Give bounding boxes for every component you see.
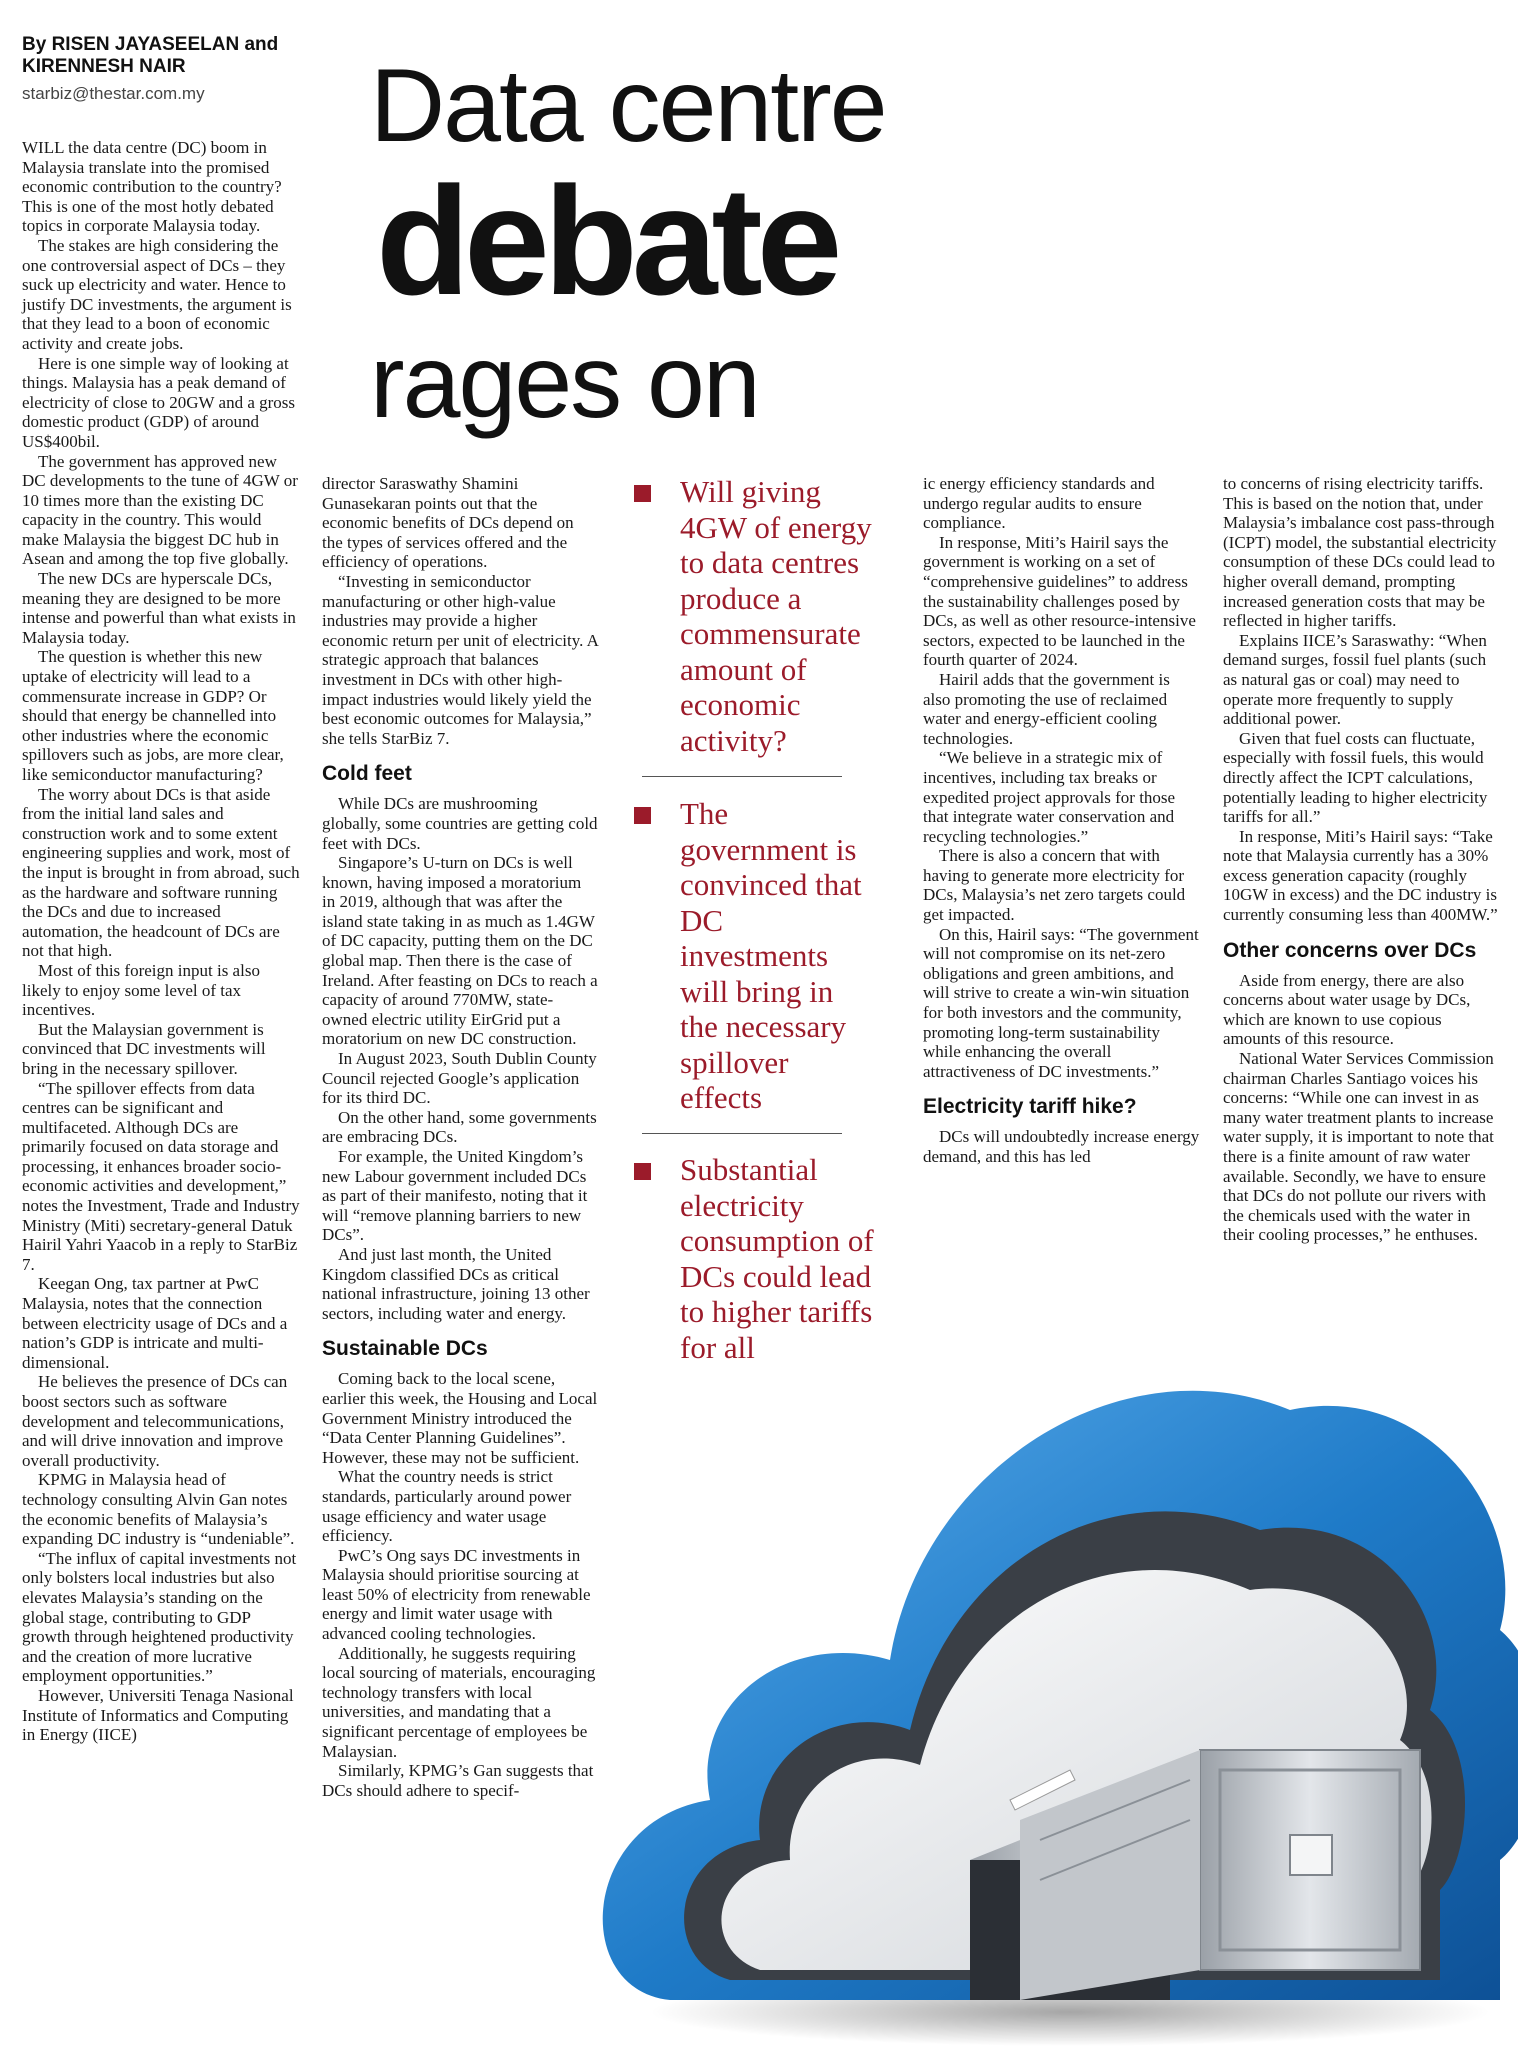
pull-quote-text: The government is convinced that DC investments will bring in the necessary spillover effects [680, 796, 862, 1115]
paragraph: “The influx of capital investments not only bolsters local industries but also elevates Malaysia’s standing on the global stage, contributing to GDP growth through heightened productivity and the creation of more lucrative employment opportunities.” [22, 1548, 297, 1686]
paragraph: On the other hand, some governments are embracing DCs. [322, 1107, 597, 1147]
article-column-4 [923, 474, 1201, 1167]
paragraph: But the Malaysian government is convinced that DC investments will bring in the necessary spillover. [22, 1019, 266, 1078]
paragraph: There is also a concern that with having to generate more electricity for DCs, Malaysia’s net zero targets could get impacted. [923, 846, 1186, 925]
paragraph: director Saraswathy Shamini Gunasekaran points out that the economic benefits of DCs depend on the types of services offered and the efficiency of operations. [322, 474, 574, 572]
byline [22, 34, 322, 78]
subheading-other-concerns: Other concerns over DCs [1223, 938, 1477, 962]
paragraph: The stakes are high considering the one controversial aspect of DCs – they suck up electricity and water. Hence to justify DC investments, the argument is that they lead to a boon of economic activity and create jobs. [22, 235, 292, 353]
paragraph: What the country needs is strict standards, particularly around power usage efficiency and water usage efficiency. [322, 1467, 572, 1546]
paragraph: For example, the United Kingdom’s new Labour government included DCs as part of their manifesto, noting that it will “remove planning barriers to new DCs”. [322, 1147, 588, 1245]
subheading-cold-feet: Cold feet [322, 762, 412, 786]
subheading-sustainable-dcs: Sustainable DCs [322, 1337, 488, 1361]
article-column-2 [322, 474, 598, 1800]
paragraph: Most of this foreign input is also likely to enjoy some level of tax incentives. [22, 960, 260, 1020]
paragraph: ic energy efficiency standards and undergo regular audits to ensure compliance. [923, 474, 1155, 533]
paragraph: KPMG in Malaysia head of technology consulting Alvin Gan notes the economic benefits of Malaysia’s expanding DC industry is “undeniable”. [22, 1470, 295, 1549]
divider [642, 776, 842, 777]
paragraph: “Investing in semiconductor manufacturing or other high-value industries may provide a higher economic return per unit of electricity. A strategic approach that balances investment in DCs with other high-impact industries would likely yield the best economic outcomes for Malaysia,” she tells StarBiz 7. [322, 571, 598, 748]
paragraph: Coming back to the local scene, earlier this week, the Housing and Local Government Ministry introduced the “Data Center Planning Guidelines”. However, these may not be sufficient. [322, 1369, 598, 1467]
byline-authors-line2: KIRENNESH NAIR [22, 56, 186, 77]
square-bullet-icon [634, 807, 651, 824]
paragraph: PwC’s Ong says DC investments in Malaysia should prioritise sourcing at least 50% of electricity from renewable energy and limit water usage with advanced cooling technologies. [322, 1545, 591, 1644]
headline-line1: Data centre [370, 48, 886, 164]
paragraph: Singapore’s U-turn on DCs is well known, having imposed a moratorium in 2019, although that was after the island state taking in as much as 1.4GW of DC capacity, putting them on the DC global map. Then there is the case of Ireland. After feasting on DCs to reach a capacity of around 770MW, state-owned electric utility EirGrid put a moratorium on new DC construction. [322, 853, 598, 1049]
subheading-electricity-tariff: Electricity tariff hike? [923, 1095, 1137, 1119]
pull-quote [642, 796, 874, 1116]
byline-authors-line1: By RISEN JAYASEELAN and [22, 34, 279, 55]
paragraph: And just last month, the United Kingdom classified DCs as critical national infrastructure, joining 13 other sectors, including water and energy. [322, 1244, 590, 1323]
paragraph: Keegan Ong, tax partner at PwC Malaysia, notes that the connection between electricity usage of DCs and a nation’s GDP is intricate and multi-dimensional. [22, 1274, 288, 1372]
paragraph: Explains IICE’s Saraswathy: “When demand surges, fossil fuel plants (such as natural gas or coal) may need to operate more frequently to supply additional power. [1223, 630, 1487, 729]
paragraph: He believes the presence of DCs can boost sectors such as software development and telecommunications, and will drive innovation and improve overall productivity. [22, 1372, 288, 1470]
paragraph: “The spillover effects from data centres can be significant and multifaceted. Although DCs are primarily focused on data storage and processing, it enhances broader socio-economic activities and development,” notes the Investment, Trade and Industry Ministry (Miti) secretary-general Datuk Hairil Yahri Yaacob in a reply to StarBiz 7. [22, 1078, 300, 1274]
paragraph: to concerns of rising electricity tariffs. This is based on the notion that, under Malaysia’s imbalance cost pass-through (ICPT) model, the substantial electricity consumption of these DCs could lead to higher overall demand, prompting increased generation costs that may be reflected in higher tariffs. [1223, 474, 1497, 631]
square-bullet-icon [634, 1163, 651, 1180]
pull-quote-text: Will giving 4GW of energy to data centres produce a commensurate amount of economic activity? [680, 474, 872, 758]
paragraph: In response, Miti’s Hairil says: “Take note that Malaysia currently has a 30% excess generation capacity (roughly 10GW in excess) and the DC industry is currently consuming less than 400MW.” [1223, 826, 1498, 925]
paragraph: The question is whether this new uptake of electricity will lead to a commensurate increase in GDP? Or should that energy be channelled into other industries where the economic spillovers such as jobs, are more clear, like semiconductor manufacturing? [22, 647, 284, 784]
paragraph: While DCs are mushrooming globally, some countries are getting cold feet with DCs. [322, 794, 598, 853]
paragraph: The government has approved new DC developments to the tune of 4GW or 10 times more than the existing DC capacity in the country. This would make Malaysia the biggest DC hub in Asean and among the top five globally. [22, 451, 298, 569]
divider [642, 1133, 842, 1134]
paragraph: Additionally, he suggests requiring local sourcing of materials, encouraging technology transfers with local universities, and mandating that a significant percentage of employees be Malaysian. [322, 1643, 596, 1761]
paragraph: DCs will undoubtedly increase energy demand, and this has led [923, 1127, 1200, 1166]
paragraph: Given that fuel costs can fluctuate, especially with fossil fuels, this would directly affect the ICPT calculations, potentially leading to higher electricity tariffs for all.” [1223, 728, 1488, 827]
paragraph: Hairil adds that the government is also promoting the use of reclaimed water and energy-efficient cooling technologies. [923, 669, 1170, 748]
byline-email[interactable]: starbiz@thestar.com.my [22, 84, 205, 103]
paragraph: In August 2023, South Dublin County Council rejected Google’s application for its third DC. [322, 1049, 597, 1108]
paragraph: Similarly, KPMG’s Gan suggests that DCs should adhere to specif- [322, 1761, 594, 1800]
paragraph: The new DCs are hyperscale DCs, meaning they are designed to be more intense and powerful than what exists in Malaysia today. [22, 569, 296, 647]
paragraph: However, Universiti Tenaga Nasional Institute of Informatics and Computing in Energy (IICE) [22, 1685, 294, 1745]
paragraph: National Water Services Commission chairman Charles Santiago voices his concerns: “While one can invest in as many water treatment plants to increase water supply, it is important to note that there is a finite amount of raw water available. Secondly, we have to ensure that DCs do not pollute our rivers with the chemicals used with the water in their cooling processes,” he enthuses. [1223, 1049, 1494, 1245]
paragraph: The worry about DCs is that aside from the initial land sales and construction work and to some extent engineering supplies and work, most of the input is brought in from abroad, such as the hardware and software running the DCs and due to increased automation, the headcount of DCs are not that high. [22, 784, 300, 961]
pull-quote-text: Substantial electricity consumption of DCs could lead to higher tariffs for all [680, 1152, 874, 1365]
paragraph: Aside from energy, there are also concerns about water usage by DCs, which are known to use copious amounts of this resource. [1223, 970, 1471, 1049]
headline-line2: debate [376, 155, 837, 327]
pull-quote [642, 474, 874, 758]
cloud-cabinet-illustration [600, 1300, 1518, 2048]
headline-line3: rages on [370, 324, 759, 440]
article-column-1 [22, 138, 300, 1745]
pull-quote [642, 1152, 874, 1365]
paragraph: WILL the data centre (DC) boom in Malaysia translate into the promised economic contribution to the country? This is one of the most hotly debated topics in corporate Malaysia today. [22, 138, 282, 236]
paragraph: On this, Hairil says: “The government will not compromise on its net-zero obligations and green ambitions, and will strive to create a win-win situation for both investors and the community, promoting long-term sustainability while enhancing the overall attractiveness of DC investments.” [923, 924, 1199, 1081]
paragraph: “We believe in a strategic mix of incentives, including tax breaks or expedited project approvals for those that integrate water conservation and recycling technologies.” [923, 748, 1176, 846]
paragraph: In response, Miti’s Hairil says the government is working on a set of “comprehensive guidelines” to address the sustainability challenges posed by DCs, as well as other resource-intensive sectors, expected to be launched in the fourth quarter of 2024. [923, 532, 1196, 670]
square-bullet-icon [634, 485, 651, 502]
paragraph: Here is one simple way of looking at things. Malaysia has a peak demand of electricity of close to 20GW and a gross domestic product (GDP) of around US$400bil. [22, 353, 296, 451]
article-column-5 [1223, 474, 1499, 1245]
